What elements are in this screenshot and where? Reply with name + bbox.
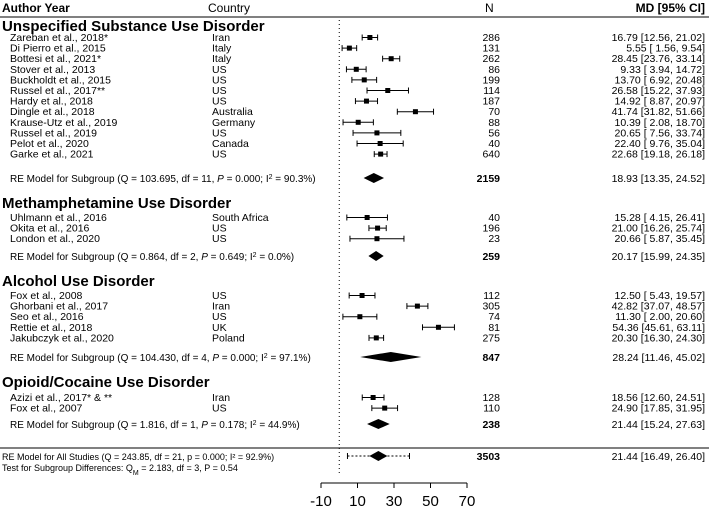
study-country: US: [212, 148, 227, 161]
study-ci: 16.79 [12.56, 21.02]: [611, 32, 705, 44]
study-ci: 26.58 [15.22, 37.93]: [611, 85, 705, 97]
subgroup-ci: 20.17 [15.99, 24.35]: [611, 251, 705, 263]
x-tick-label: -10: [310, 493, 332, 510]
study-ci: 28.45 [23.76, 33.14]: [611, 53, 705, 66]
header-country: Country: [208, 1, 251, 15]
point-estimate: [385, 88, 390, 93]
point-estimate: [389, 56, 394, 61]
study-country: Italy: [212, 42, 232, 55]
study-label: Azizi et al., 2017* & **: [10, 392, 113, 404]
study-n: 40: [488, 138, 500, 150]
study-n: 114: [483, 85, 500, 97]
group-title: Opioid/Cocaine Use Disorder: [2, 374, 210, 391]
study-n: 86: [488, 63, 500, 76]
subgroup-test-post: = 2.183, df = 3, P = 0.54: [138, 463, 238, 473]
point-estimate: [367, 35, 372, 40]
group-title: Unspecified Substance Use Disorder: [2, 18, 265, 35]
subgroup-test-sub: M: [132, 469, 139, 477]
subgroup-n: 259: [482, 251, 500, 263]
subgroup-ci: 21.44 [15.24, 27.63]: [611, 419, 705, 431]
subgroup-model-label-part: P: [201, 420, 208, 431]
study-ci: 5.55 [ 1.56, 9.54]: [626, 42, 705, 55]
point-estimate: [378, 141, 383, 146]
study-ci: 41.74 [31.82, 51.66]: [611, 106, 705, 119]
study-country: Iran: [212, 300, 231, 313]
study-label: Seo et al., 2016: [10, 311, 84, 324]
study-ci: 22.68 [19.18, 26.18]: [611, 148, 705, 161]
subgroup-model-label-part: = 90.3%): [272, 174, 316, 185]
subgroup-ci: 28.24 [11.46, 45.02]: [612, 352, 705, 364]
study-ci: 20.30 [16.30, 24.30]: [611, 332, 705, 345]
study-ci: 14.92 [ 8.87, 20.97]: [614, 95, 705, 108]
study-ci: 24.90 [17.85, 31.95]: [611, 402, 705, 415]
x-tick-label: 10: [349, 493, 366, 510]
study-label: Zareban et al., 2018*: [10, 32, 109, 44]
forest-rows: [2, 18, 705, 474]
subgroup-model-label-part: P: [217, 174, 224, 185]
subgroup-n: 847: [482, 352, 500, 364]
point-estimate: [360, 293, 365, 298]
point-estimate: [375, 226, 380, 231]
study-country: South Africa: [212, 212, 269, 224]
point-estimate: [357, 314, 362, 319]
subgroup-diamond: [360, 352, 421, 362]
subgroup-model-label-part: RE Model for Subgroup (Q = 1.816, df = 1,: [10, 420, 202, 431]
header-author: Author Year: [2, 1, 70, 15]
study-label: London et al., 2020: [10, 233, 100, 246]
study-country: US: [212, 311, 227, 324]
study-n: 23: [488, 233, 500, 246]
study-label: Ghorbani et al., 2017: [10, 300, 109, 313]
point-estimate: [382, 406, 387, 411]
subgroup-diamond: [368, 251, 383, 261]
study-n: 131: [482, 42, 500, 55]
study-label: Russel et al., 2019: [10, 127, 97, 140]
study-label: Krause-Utz et al., 2019: [10, 116, 118, 129]
subgroup-model-label-part: = 0.000; I: [223, 174, 269, 185]
study-n: 128: [482, 392, 500, 404]
overall-label: RE Model for All Studies (Q = 243.85, df = 21, p = 0.000; I² = 92.9%): [2, 452, 275, 462]
point-estimate: [371, 395, 376, 400]
subgroup-model-label-part: 2: [263, 352, 268, 360]
study-n: 262: [482, 53, 500, 66]
point-estimate: [413, 109, 418, 114]
study-country: Iran: [212, 32, 231, 44]
study-n: 74: [488, 311, 500, 324]
group-title: Alcohol Use Disorder: [2, 273, 155, 290]
point-estimate: [374, 335, 379, 340]
study-country: Germany: [212, 116, 256, 129]
point-estimate: [378, 152, 383, 157]
subgroup-model-label-part: 2: [252, 251, 257, 259]
study-n: 56: [488, 127, 500, 140]
study-ci: 22.40 [ 9.76, 35.04]: [614, 138, 705, 150]
subgroup-model-label: [10, 174, 316, 186]
study-ci: 42.82 [37.07, 48.57]: [611, 300, 705, 313]
study-country: US: [212, 402, 227, 415]
subgroup-model-label-part: = 0.649; I: [207, 252, 253, 263]
subgroup-model-label-part: 2: [252, 419, 257, 427]
study-n: 187: [482, 95, 500, 108]
subgroup-model-label-part: RE Model for Subgroup (Q = 0.864, df = 2,: [10, 252, 202, 263]
overall-ci: 21.44 [16.49, 26.40]: [611, 451, 705, 463]
study-label: Hardy et al., 2018: [10, 95, 93, 108]
study-country: Canada: [212, 138, 249, 150]
subgroup-test: [2, 463, 238, 477]
subgroup-n: 2159: [476, 173, 500, 185]
study-label: Rettie et al., 2018: [10, 321, 93, 334]
study-country: US: [212, 222, 227, 235]
study-country: Iran: [212, 392, 231, 404]
point-estimate: [347, 46, 352, 51]
study-label: Jakubczyk et al., 2020: [10, 332, 114, 345]
subgroup-ci: 18.93 [13.35, 24.52]: [611, 173, 705, 185]
subgroup-diamond: [364, 173, 384, 183]
point-estimate: [364, 99, 369, 104]
x-tick-label: 30: [385, 493, 403, 510]
study-country: US: [212, 95, 227, 108]
study-label: Di Pierro et al., 2015: [10, 42, 106, 55]
subgroup-model-label-part: 2: [268, 173, 273, 181]
x-tick-label: 50: [422, 493, 439, 510]
study-n: 640: [482, 148, 500, 161]
study-label: Garke et al., 2021: [10, 148, 94, 161]
study-n: 110: [483, 402, 500, 415]
study-label: Pelot et al., 2020: [10, 138, 89, 150]
study-n: 199: [482, 74, 500, 87]
study-n: 112: [483, 290, 500, 302]
study-n: 40: [488, 212, 500, 224]
study-ci: 9.33 [ 3.94, 14.72]: [620, 63, 705, 76]
study-label: Dingle et al., 2018: [10, 106, 95, 119]
subgroup-model-label-part: P: [212, 353, 220, 364]
group-title: Methamphetamine Use Disorder: [2, 195, 232, 212]
overall-n: 3503: [476, 451, 500, 463]
study-country: US: [212, 74, 227, 87]
subgroup-model-label-part: = 0.000; I: [219, 353, 264, 364]
subgroup-model-label: [10, 353, 311, 365]
study-n: 305: [482, 300, 500, 313]
overall-diamond: [369, 451, 387, 461]
point-estimate: [365, 215, 370, 220]
x-axis: [310, 483, 475, 510]
study-ci: 21.00 [16.26, 25.74]: [611, 222, 705, 235]
study-label: Stover et al., 2013: [10, 63, 96, 76]
study-country: UK: [212, 321, 227, 334]
study-country: Italy: [212, 53, 232, 66]
subgroup-model-label-part: = 0.0%): [256, 252, 295, 263]
study-country: US: [212, 85, 227, 97]
study-label: Fox et al., 2007: [10, 402, 83, 415]
point-estimate: [415, 304, 420, 309]
subgroup-diamond: [367, 419, 390, 429]
point-estimate: [374, 130, 379, 135]
study-label: Russel et al., 2017**: [10, 85, 106, 97]
subgroup-model-label: [10, 420, 300, 432]
study-ci: 11.30 [ 2.00, 20.60]: [615, 311, 705, 324]
study-ci: 13.70 [ 6.92, 20.48]: [614, 74, 705, 87]
subgroup-model-label-part: RE Model for Subgroup (Q = 104.430, df = 4,: [10, 353, 213, 364]
study-country: US: [212, 290, 227, 302]
study-ci: 20.65 [ 7.56, 33.74]: [614, 127, 705, 140]
subgroup-model-label: [10, 252, 294, 264]
study-n: 286: [482, 32, 500, 44]
study-country: US: [212, 233, 227, 246]
study-country: Australia: [212, 106, 253, 119]
study-ci: 15.28 [ 4.15, 26.41]: [614, 212, 705, 224]
study-label: Buckholdt et al., 2015: [10, 74, 111, 87]
study-label: Bottesi et al., 2021*: [10, 53, 102, 66]
subgroup-model-label-part: RE Model for Subgroup (Q = 103.695, df = 11,: [10, 174, 218, 185]
point-estimate: [436, 325, 441, 330]
study-ci: 54.36 [45.61, 63.11]: [612, 321, 705, 334]
study-country: US: [212, 127, 227, 140]
study-n: 275: [482, 332, 500, 345]
study-ci: 12.50 [ 5.43, 19.57]: [614, 290, 705, 302]
overall-marks: [347, 451, 409, 461]
header-n: N: [485, 1, 494, 15]
study-country: US: [212, 63, 227, 76]
point-estimate: [362, 77, 367, 82]
study-ci: 18.56 [12.60, 24.51]: [611, 392, 705, 404]
point-estimate: [354, 67, 359, 72]
study-n: 88: [488, 116, 500, 129]
subgroup-model-label-part: = 44.9%): [256, 420, 300, 431]
subgroup-n: 238: [482, 419, 500, 431]
study-ci: 20.66 [ 5.87, 35.45]: [614, 233, 705, 246]
study-country: Poland: [212, 332, 245, 345]
subgroup-model-label-part: P: [201, 252, 208, 263]
header-md: MD [95% CI]: [635, 1, 705, 15]
subgroup-test-pre: Test for Subgroup Differences: Q: [2, 463, 133, 473]
study-label: Uhlmann et al., 2016: [10, 212, 107, 224]
study-label: Okita et al., 2016: [10, 222, 90, 235]
study-ci: 10.39 [ 2.08, 18.70]: [614, 116, 705, 129]
study-n: 196: [482, 222, 500, 235]
study-n: 81: [488, 321, 500, 334]
point-estimate: [374, 236, 379, 241]
subgroup-model-label-part: = 0.178; I: [207, 420, 253, 431]
study-label: Fox et al., 2008: [10, 290, 83, 302]
x-tick-label: 70: [458, 493, 476, 510]
point-estimate: [356, 120, 361, 125]
subgroup-model-label-part: = 97.1%): [267, 353, 311, 364]
study-n: 70: [488, 106, 500, 119]
